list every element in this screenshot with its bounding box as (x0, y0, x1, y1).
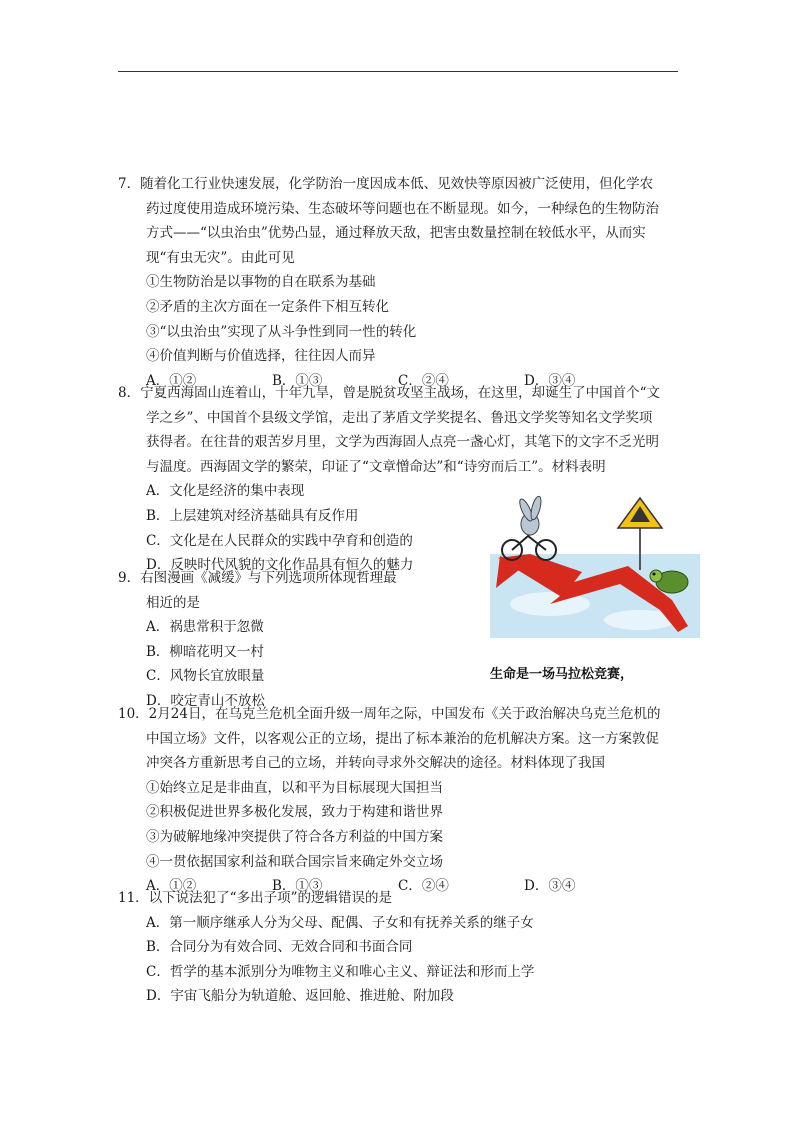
question-8-stem-line: 学之乡”、中国首个县级文学馆，走出了茅盾文学奖提名、鲁迅文学奖等知名文学奖项 (146, 409, 653, 426)
option-b: B．上层建筑对经济基础具有反作用 (146, 507, 359, 524)
option-b: B．①③ (272, 372, 323, 389)
question-7 (118, 172, 659, 393)
question-9 (118, 566, 397, 714)
cartoon-caption: 生命是一场马拉松竞赛， (490, 667, 634, 682)
option-d: D．③④ (524, 372, 576, 389)
question-10 (118, 702, 660, 899)
question-11-stem-line: 11．以下说法犯了“多出子项”的逻辑错误的是 (118, 890, 392, 906)
option-d: D．咬定青山不放松 (146, 692, 265, 709)
statement-item: ④价值判断与价值选择，往往因人而异 (146, 348, 376, 365)
option-a: A．第一顺序继承人分为父母、配偶、子女和有抚养关系的继子女 (146, 914, 534, 931)
option-a: A．文化是经济的集中表现 (146, 483, 305, 500)
option-d: D．宇宙飞船分为轨道舱、返回舱、推进舱、附加段 (146, 988, 454, 1005)
question-7-stem-line: 方式——“以虫治虫”优势凸显，通过释放天敌，把害虫数量控制在较低水平，从而实 (146, 225, 646, 242)
question-10-stem-line: 冲突各方重新思考自己的立场，并转向寻求外交解决的途径。材料体现了我国 (146, 755, 605, 772)
statement-item: ②矛盾的主次方面在一定条件下相互转化 (146, 298, 389, 315)
option-c: C．哲学的基本派别分为唯物主义和唯心主义、辩证法和形而上学 (146, 963, 535, 980)
option-a: A．祸患常积于忽微 (146, 619, 264, 636)
question-7-stem-line: 药过度使用造成环境污染、生态破坏等问题也在不断显现。如今，一种绿色的生物防治 (146, 200, 659, 217)
question-9-stem-line: 相近的是 (146, 594, 200, 611)
question-8-stem-line: 获得者。在往昔的艰苦岁月里，文学为西海固人点亮一盏心灯，其笔下的文字不乏光明 (146, 434, 659, 451)
statement-item: ②积极促进世界多极化发展，致力于构建和谐世界 (146, 804, 443, 821)
option-d: D．③④ (524, 878, 576, 895)
cartoon-illustration (490, 492, 700, 638)
question-7-stem-line: 现“有虫无灾”。由此可见 (146, 249, 295, 266)
question-10-stem-line: 中国立场》文件，以客观公正的立场，提出了标本兼治的危机解决方案。这一方案敦促 (146, 730, 659, 747)
rabbit-on-bicycle (502, 495, 556, 560)
question-8-stem-line: 与温度。西海固文学的繁荣，印证了“文章憎命达”和“诗穷而后工”。材料表明 (146, 458, 606, 475)
question-11 (118, 886, 534, 1009)
option-b: B．柳暗花明又一村 (146, 643, 264, 660)
statement-item: ③“以虫治虫”实现了从斗争性到同一性的转化 (146, 323, 417, 340)
statement-item: ①生物防治是以事物的自在联系为基础 (146, 274, 376, 291)
statement-item: ③为破解地缘冲突提供了符合各方利益的中国方案 (146, 828, 443, 845)
option-a: A．①② (146, 878, 197, 895)
question-9-stem-line: 9．右图漫画《减缓》与下列选项所体现哲理最 (118, 570, 397, 586)
statement-item: ①始终立足是非曲直，以和平为目标展现大国担当 (146, 779, 443, 796)
question-7-stem-line: 7．随着化工行业快速发展，化学防治一度因成本低、见效快等原因被广泛使用，但化学农 (118, 176, 654, 192)
statement-item: ④一贯依据国家利益和联合国宗旨来确定外交立场 (146, 853, 443, 870)
option-b: B．①③ (272, 878, 323, 895)
question-8-stem-line: 8．宁夏西海固山连着山，十年九旱，曾是脱贫攻坚主战场，在这里，却诞生了中国首个“文 (118, 385, 660, 401)
option-c: C．②④ (398, 372, 449, 389)
option-d: D．反映时代风貌的文化作品具有恒久的魅力 (146, 557, 414, 574)
option-c: C．风物长宜放眼量 (146, 668, 265, 685)
option-a: A．①② (146, 372, 197, 389)
option-c: C．②④ (398, 878, 449, 895)
question-10-stem-line: 10．2月24日，在乌克兰危机全面升级一周年之际，中国发布《关于政治解决乌克兰危机的 (118, 706, 661, 722)
option-c: C．文化是在人民群众的实践中孕育和创造的 (146, 532, 413, 549)
option-b: B．合同分为有效合同、无效合同和书面合同 (146, 939, 413, 956)
header-rule (118, 71, 678, 72)
